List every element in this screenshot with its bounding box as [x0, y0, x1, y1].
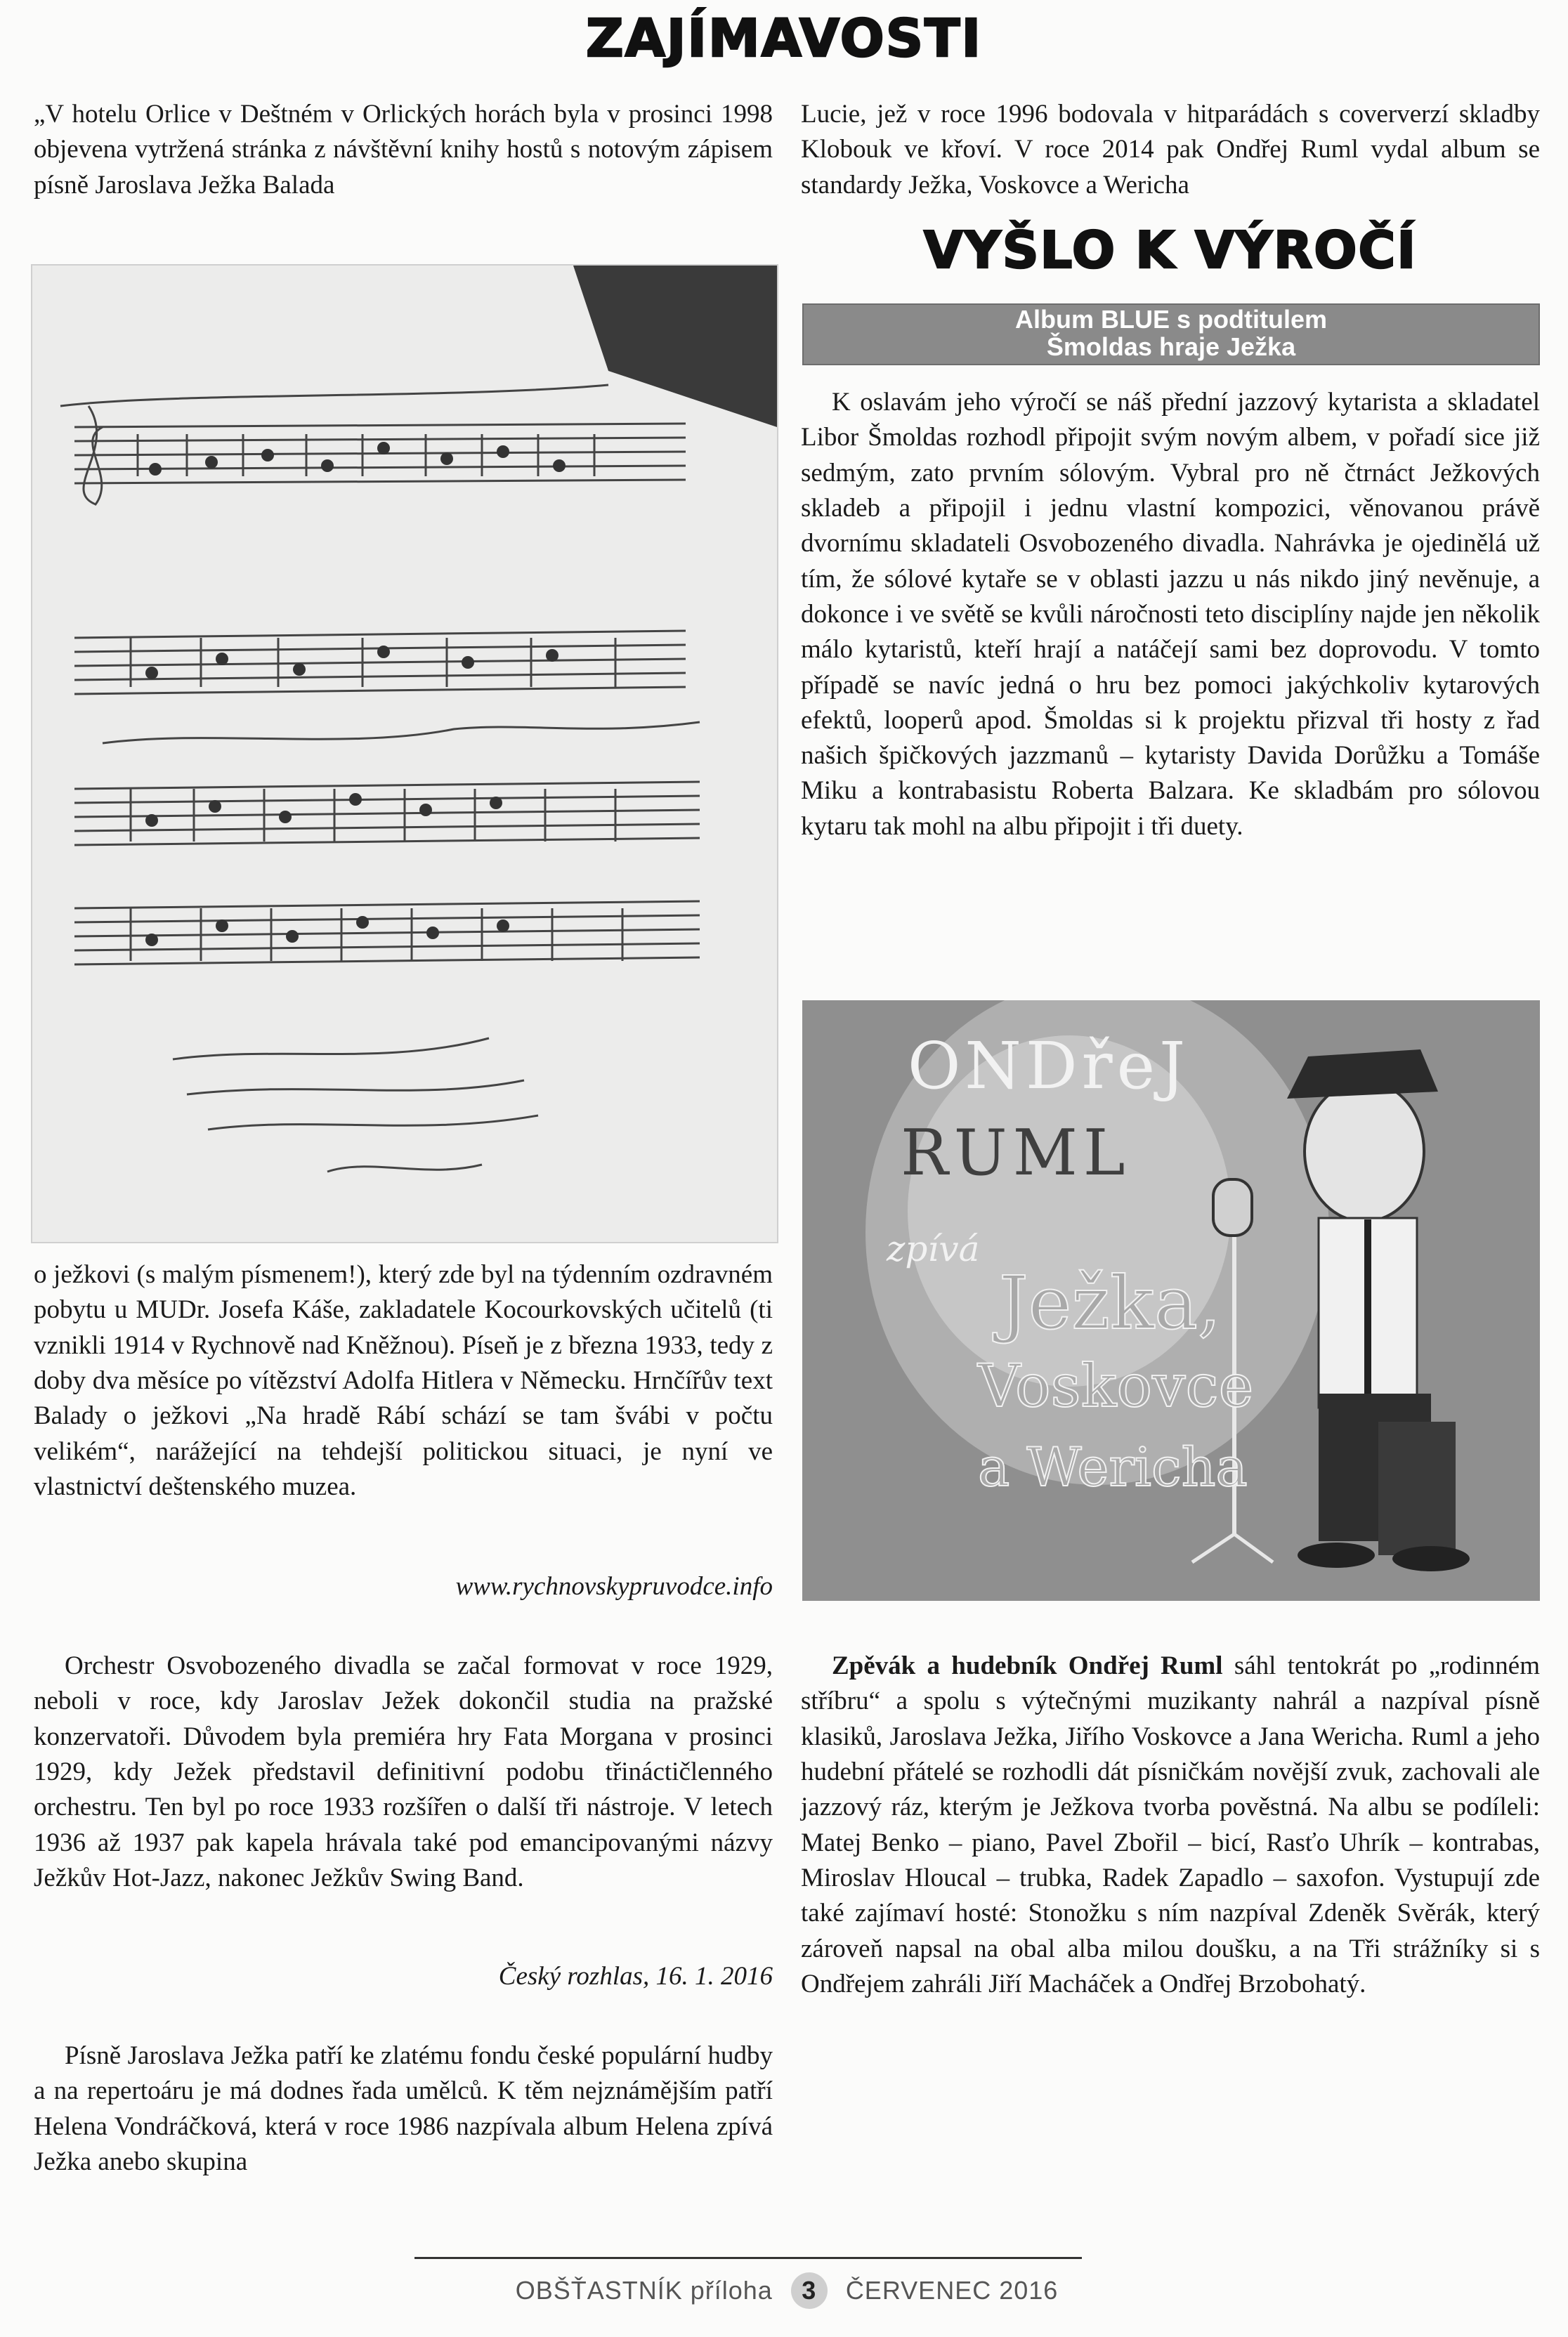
ruml-lead: Zpěvák a hudebník Ondřej Ruml [832, 1651, 1223, 1680]
footer-divider [414, 2257, 1082, 2259]
footer [436, 2272, 1138, 2309]
intro-paragraph: „V hotelu Orlice v Deštném v Orlických horách byla v prosinci 1998 objevena vytržená stránka z návštěvní knihy hostů s notovým zápisem písně Jaroslava Ježka Balada [34, 100, 773, 199]
source-cesky-rozhlas: Český rozhlas, 16. 1. 2016 [498, 1962, 773, 1991]
ruml-text: sáhl tentokrát po „rodinném stříbru“ a spolu s výtečnými muzikanty nahrál a nazpíval písně klasiků, Jaroslava Ježka, Jiřího Voskovce a Jana Wericha. Ruml a jeho hudební přátelé se rozhodli dát písničkám novější zvuk, zachovali ale jazzový ráz, kterým je Ježkova tvorba pověstná. Na albu se podíleli: Matej Benko – piano, Pavel Zbořil – bicí, Rasťo Uhrík – kontrabas, Miroslav Hloucal – trubka, Radek Zapadlo – saxofon. Vystupují zde také zajímaví hosté: Stonožku s ním nazpíval Zdeněk Svěrák, který zároveň napsal na obal alba milou doušku, a na Tři strážníky si s Ondřejem zahráli Jiří Macháček a Ondřej Brzobohatý. [801, 1651, 1540, 1998]
footer-publication: OBŠŤASTNÍK příloha [515, 2276, 773, 2305]
section-heading: VYŠLO K VÝROČÍ [923, 221, 1418, 280]
album-text-ondrej: ONDřeJ [908, 1028, 1189, 1104]
ruml-paragraph [801, 1649, 1540, 2002]
album-text-zpiva: zpívá [887, 1229, 980, 1269]
album-text-wericha: a Wericha [978, 1436, 1248, 1498]
album-text-jezka: Ježka, [999, 1260, 1222, 1346]
page-title: ZAJÍMAVOSTI [585, 8, 983, 69]
album-text-ruml: RUML [901, 1116, 1131, 1190]
orchestra-paragraph: Orchestr Osvobozeného divadla se začal formovat v roce 1929, neboli v roce, kdy Jaroslav Ježek dokončil studia na pražské konzervatoři. Důvodem byla premiéra hry Fata Morgana v prosinci 1929, kdy Ježek představil definitivní podobu třináctičlenného orchestru. Ten byl po roce 1933 rozšířen o další tři nástroje. V letech 1936 až 1937 pak kapela hrávala také pod emancipovanými názvy Ježkův Hot-Jazz, nakonec Ježkův Swing Band. [34, 1651, 773, 1892]
bar-line-1: Album BLUE s podtitulem [1015, 305, 1327, 334]
album-blue-bar [802, 303, 1540, 365]
smoldas-paragraph: K oslavám jeho výročí se náš přední jazzový kytarista a skladatel Libor Šmoldas rozhodl připojit svým novým albem, v pořadí sice již sedmým, zato prvním sólovým. Vybral pro ně čtrnáct Ježkových skladeb a připojil i jednu vlastní kompozici, věnovanou právě dvornímu skladateli Osvobozeného divadla. Nahrávka je ojedinělá už tím, že sólové kytaře se v oblasti jazzu u nás nikdo jiný nevěnuje, a dokonce i ve světě se kvůli náročnosti teto disciplíny najde jen několik málo kytaristů, kteří hrají a natáčejí sami bez doprovodu. V tomto případě se navíc jedná o hru bez pomoci jakýchkoliv kytarových efektů, looperů apod. Šmoldas si k projektu přizval tři hosty z řad našich špičkových jazzmanů – kytaristy Davida Dorůžku a Tomáše Miku a kontrabasistu Roberta Balzara. Ke skladbám pro sólovou kytaru tak mohl na albu připojit i tři duety. [801, 388, 1540, 841]
page-number: 3 [791, 2272, 828, 2309]
sheet-music-drawing [32, 266, 777, 1242]
bar-line-2: Šmoldas hraje Ježka [1046, 332, 1296, 361]
continuation-paragraph: o ježkovi (s malým písmenem!), který zde byl na týdenním ozdravném pobytu u MUDr. Josefa Káše, zakladatele Kocourkovských učitelů (ti vznikli 1914 v Rychnově nad Kněžnou). Píseň je z března 1933, tedy z doby dva měsíce po vítězství Adolfa Hitlera v Německu. Hrnčířův text Balady o ježkovi „Na hradě Rábí schází se tam švábi v počtu velikém“, narážející na tehdejší politickou situaci, je nyní ve vlastnictví deštenského muzea. [34, 1260, 773, 1501]
footer-date: ČERVENEC 2016 [845, 2276, 1059, 2305]
songs-paragraph: Písně Jaroslava Ježka patří ke zlatému fondu české populární hudby a na repertoáru je má dodnes řada umělců. K těm nejznámějším patří Helena Vondráčková, která v roce 1986 nazpívala album Helena zpívá Ježka anebo skupina [34, 2041, 773, 2176]
right-intro-paragraph: Lucie, jež v roce 1996 bodovala v hitparádách s coververzí skladby Klobouk ve křoví. V roce 2014 pak Ondřej Ruml vydal album se standardy Ježka, Voskovce a Wericha [801, 100, 1540, 199]
album-text-voskovce: Voskovce [978, 1351, 1254, 1420]
album-cover [802, 1000, 1540, 1601]
source-rychnovsky: www.rychnovskypruvodce.info [455, 1572, 773, 1601]
sheet-music-photo [31, 264, 778, 1243]
